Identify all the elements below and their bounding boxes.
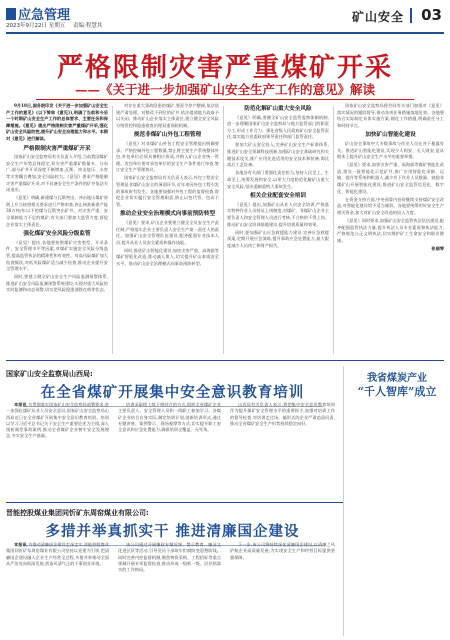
paragraph bbox=[227, 230, 329, 250]
article3-column-3 bbox=[230, 542, 335, 636]
byline: 张丽琴 bbox=[431, 245, 444, 251]
paragraph-text: 国家矿山安全监察局将会同有关部门加强对《意见》落实情况的跟踪督导,推动各项任务措施落地见效。各地要结合实际制定具体实施方案,细化工作措施,明确责任分工和时间节点。 bbox=[337, 103, 444, 128]
issue-editor: 责编:程慧其 bbox=[73, 23, 103, 29]
dateline: 本报讯 bbox=[14, 542, 29, 547]
article3-column-1 bbox=[6, 542, 109, 636]
column-divider bbox=[112, 106, 113, 354]
paragraph bbox=[337, 141, 444, 161]
paragraph bbox=[6, 154, 108, 194]
section-name: 矿山安全 bbox=[351, 10, 404, 24]
article2-title: 在全省煤矿开展集中安全意识教育培训 bbox=[6, 381, 339, 407]
article-right-body bbox=[350, 401, 444, 635]
paragraph-text: 同时,推进矿山智能化建设,加快灾害严重、高海拔等煤矿智能化改造,推动减人换人,切实提升矿山本质安全水平。推动矿山安全治理模式向事前预防转型。 bbox=[116, 247, 219, 267]
paragraph bbox=[337, 162, 444, 195]
paragraph bbox=[230, 542, 335, 561]
article3-kicker: 晋能控股煤业集团同忻矿东周窑煤业有限公司: bbox=[6, 509, 149, 517]
column-divider bbox=[333, 106, 334, 354]
article3-title: 多措并举真抓实干 推进清廉国企建设 bbox=[6, 520, 339, 546]
article2-column-1 bbox=[6, 402, 109, 498]
paragraph-text: 《意见》对非煤矿山外包工程安全管理提出明确要求。严格控制外包工程数量,禁止将主要生产系统整体外包,外包单位必须具备相应资质,并纳入矿山企业统一管理。发包单位要对承包单位的安全生产条件进行审查,签订安全生产管理协议。 bbox=[116, 140, 219, 173]
paragraph-text: 在资金支持方面,中央预算内投资继续支持煤矿安全改造,对智能化建设给予适当倾斜。各地要统筹用好安全生产相关资金,加大对矿山安全改造的投入力度。 bbox=[337, 196, 444, 215]
subheading: 推动企业安全治理模式向事前预防转型 bbox=[119, 211, 216, 218]
masthead bbox=[0, 0, 450, 34]
paragraph-text: 对存在重大事故隐患的煤矿,要责令停产整顿,依法依规严肃处理。对整改不到位的矿井,依法提请地方政府予以关闭。推动矿山企业落实主体责任,建立健全安全风险分级管控和隐患排查治理双重预防机制。 bbox=[116, 103, 219, 128]
right-column-divider bbox=[343, 366, 344, 636]
page-number: 03 bbox=[421, 6, 442, 24]
paragraph-text: 国家矿山安全监察局有关负责人介绍,当前我国煤矿安全生产形势总体稳定,但灾害严重煤矿数量多、分布广,部分矿井开采深度不断增加,瓦斯、冲击地压、水害等灾害耦合叠加,安全风险较大。《意见》要求严格限制灾害严重煤矿开采,对不具备安全生产条件的矿井依法关闭退出。 bbox=[6, 154, 108, 193]
section-rule bbox=[6, 360, 444, 361]
paragraph bbox=[116, 175, 219, 208]
paragraph bbox=[337, 197, 444, 217]
paragraph bbox=[6, 542, 109, 567]
column-divider bbox=[223, 106, 224, 354]
headline-rule bbox=[36, 99, 414, 100]
section-rule bbox=[6, 502, 343, 503]
paragraph bbox=[116, 220, 219, 246]
paragraph bbox=[227, 115, 329, 141]
paragraph bbox=[118, 542, 221, 573]
paragraph-text: 同时,要加强矿山应急救援能力建设,完善应急救援预案,定期开展应急演练,提升事故应急处置能力,最大限度减少人员伤亡和财产损失。 bbox=[227, 229, 329, 248]
paragraph-text: 国家矿山安全监察局有关负责人表示,外包工程安全管理是非煤矿山安全的薄弱环节,近年来因外包工程引发的事故时有发生。各地要加强对外包工程的监督检查,督促企业切实履行安全管理职责,防止以包代管、包而不管。 bbox=[116, 175, 219, 207]
paragraph-text: 各地各有关部门要强化责任担当,坚持人民至上、生命至上,统筹发展和安全,以更大力度防范化解矿山重大安全风险,坚决遏制重特大事故发生。 bbox=[227, 170, 329, 189]
main-headline: 严格限制灾害严重煤矿开采 bbox=[56, 53, 393, 83]
paragraph-text: 为贯彻落实国家矿山安全监察局部署要求,进一步强化煤矿从业人员安全意识,国家矿山安全监察局山西局近日在全省煤矿开展集中安全意识教育培训。培训以学习习近平总书记关于安全生产重要论述为主线,深入剖析典型事故案例,推动全省煤矿企业树牢安全发展理念,夯实安全生产基础。 bbox=[6, 402, 109, 439]
paragraph bbox=[6, 274, 108, 294]
main-story-column-1 bbox=[6, 103, 108, 353]
article-right-title: “千人智库”成立 bbox=[357, 385, 437, 398]
subheading: 防范化解矿山重大安全风险 bbox=[244, 106, 312, 112]
paragraph-text: 同时,要建立健全矿山安全生产风险监测预警体系,推进矿山安全风险监测预警系统建设,实现对重大风险的实时监测和动态预警,切实把风险隐患消除在萌芽状态。 bbox=[6, 274, 108, 293]
paragraph bbox=[116, 248, 219, 268]
paragraph-text: 9月18日,国务院印发《关于进一步加强矿山安全生产工作的意见》(以下简称《意见》),明确了当前和今后一个时期矿山安全生产工作的总体要求、主要任务和保障措施。《意见》提出严格限制灾害严重煤矿开采,强化矿山安全风险防控,提升矿山安全治理能力和水平。本期对《意见》进行解读。 bbox=[6, 103, 108, 141]
paragraph-text: 下一步,该公司将持续深化清廉国企建设,以清廉之风护航企业高质量发展,为实现安全生产和经营目标提供坚强保障。 bbox=[230, 542, 335, 560]
paper-name: 应急管理 bbox=[18, 8, 71, 23]
article2-column-2 bbox=[118, 402, 221, 498]
paragraph-text: 《意见》要求,加快灾害严重、高海拔等煤矿智能化改造,建设一批智能化示范矿井,推广应用智能化采掘、运输、提升等系统和机器人,减少井下作业人员数量。鼓励非煤矿山开展智能化建设,推进矿山安全监管信息化、数字化、智能化建设。 bbox=[337, 162, 444, 194]
paragraph-text: 为推动清廉国企建设走深走实,晋能控股煤业集团同忻矿东周窑煤业有限公司坚持以党建为引领,把清廉国企建设融入企业生产经营全过程,多措并举推动全面从严治党向纵深发展,营造风清气正的干事创业环境。 bbox=[6, 542, 109, 566]
paragraph bbox=[116, 141, 219, 174]
paragraph-text: 《意见》提出,加强矿山从业人员安全培训,严格落实特种作业人员持证上岗制度,对煤矿、非煤矿山企业主要负责人和安全管理人员进行考核,不合格的不得上岗。推动矿山安全培训基地建设,提升培训质量和效果。 bbox=[227, 201, 329, 227]
issue-meta bbox=[6, 21, 108, 29]
paragraph bbox=[116, 103, 219, 129]
subheading: 加快矿山智能化建设 bbox=[365, 132, 416, 139]
paper-seal-icon bbox=[6, 8, 16, 20]
paragraph-text: 要加大矿山安全投入,完善矿山安全生产标准体系,推进矿山安全领域科技创新,加强矿山安全基础研究和关键技术攻关,推广应用先进适用的安全技术和装备,淘汰落后工艺设备。 bbox=[227, 142, 329, 168]
paragraph bbox=[227, 202, 329, 228]
subheading: 相关企业配套安全培训 bbox=[250, 193, 306, 200]
paragraph-text: 《意见》明确,新建煤与瓦斯突出、冲击地压煤矿原则上应当按照相关要求进行严格审查,停止核准新建产能30万吨/年以下的煤与瓦斯突出矿井。对灾害严重、安全保障能力不足的煤矿,有关部门要加大监管力度,督促企业落实主体责任。 bbox=[6, 195, 108, 227]
main-subheadline: ——《关于进一步加强矿山安全生产工作的意见》解读 bbox=[74, 82, 375, 97]
paragraph bbox=[6, 240, 108, 273]
article-right-kicker: 我省煤炭产业 bbox=[367, 373, 427, 384]
paragraph bbox=[6, 103, 108, 143]
subheading: 规范非煤矿山外包工程管理 bbox=[133, 132, 202, 139]
article3-column-2 bbox=[118, 542, 221, 636]
paragraph bbox=[230, 402, 335, 427]
paragraph-text: 山西局有关负责人表示,将把集中安全意识教育培训作为提升煤矿安全管理水平的重要抓手,加强对培训工作的督导检查,对培训走过场、搞形式的企业严肃追责问责,推动全省煤矿安全生产形势持续稳定向好。 bbox=[230, 402, 335, 426]
paragraph bbox=[227, 142, 329, 168]
paragraph-text: 《意见》同时要求,加强矿山安全监管执法队伍建设,配齐配强监管执法力量,提升执法人员专业素质和执法能力,严格规范公正文明执法,切实维护矿工生命安全和职业健康。 bbox=[337, 218, 444, 243]
section-divider bbox=[410, 8, 412, 23]
paragraph-text: 矿山安全事故中大多数事故与作业人员在井下暴露有关。推进矿山智能化建设,实现少人则安、无人则安,是从根本上提升矿山安全生产水平的重要举措。 bbox=[337, 140, 444, 160]
subheading: 强化煤矿安全风险分级监管 bbox=[23, 231, 91, 238]
main-story-column-4 bbox=[337, 103, 444, 353]
paragraph bbox=[6, 195, 108, 228]
main-story-column-2 bbox=[116, 103, 219, 353]
paragraph bbox=[337, 218, 444, 244]
main-story-column-3 bbox=[227, 103, 329, 353]
subheading: 严格限制灾害严重煤矿开采 bbox=[23, 145, 91, 152]
paragraph-text: 《意见》要求,矿山企业要建立健全全员安全生产责任制,严格落实企业主要负责人安全生产第一责任人的责任。加强矿山安全管理队伍建设,配齐配强专业技术人员,提升从业人员安全素质和操作技能。 bbox=[116, 220, 219, 245]
issue-date: 2023年9月22日 星期五 bbox=[6, 23, 66, 29]
dateline: 本报讯 bbox=[14, 402, 29, 407]
article2-kicker: 国家矿山安全监察局山西局: bbox=[6, 370, 93, 378]
paragraph-text: 该公司通过开展廉政专题党课、警示教育、廉洁文化进区队等活动,引导党员干部筑牢拒腐防变思想防线。同时完善内控监督机制,聚焦物资采购、工程招标等重点领域开展专项监督检查,推动形成一级抓一级、层层抓落实的工作格局。 bbox=[118, 542, 221, 573]
article2-column-3 bbox=[230, 402, 335, 498]
paragraph bbox=[227, 170, 329, 190]
paragraph bbox=[118, 402, 221, 433]
masthead-rule bbox=[6, 32, 444, 34]
paragraph bbox=[6, 402, 109, 440]
paragraph bbox=[337, 103, 444, 129]
paragraph-text: 《意见》提出,各地要按照煤矿灾害类型、开采条件、安全管理水平等因素,对煤矿实施安全风险分级监管,提高监管执法的精准性和有效性。对高风险煤矿加大检查频次,对低风险煤矿适当减少检查,推动企业提升安全管理水平。 bbox=[6, 239, 108, 272]
paragraph-text: 培训采取线上线下相结合的方式,组织全省煤矿企业主要负责人、安全管理人员和一线职工参加学习。各煤矿企业结合自身实际,制定培训计划,创新培训形式,通过专题讲座、案例警示、现场观摩等方式,切实提升职工安全意识和应急处置能力,确保培训全覆盖、无死角。 bbox=[118, 402, 221, 433]
paragraph-text: 《意见》明确,要健全矿山安全监管监察体制机制,进一步理顺国家矿山安全监察局与地方监管部门的职责分工,形成工作合力。强化省级人民政府矿山安全监管责任,落实地方党委政府领导责任和部门监管责任。 bbox=[227, 114, 329, 140]
